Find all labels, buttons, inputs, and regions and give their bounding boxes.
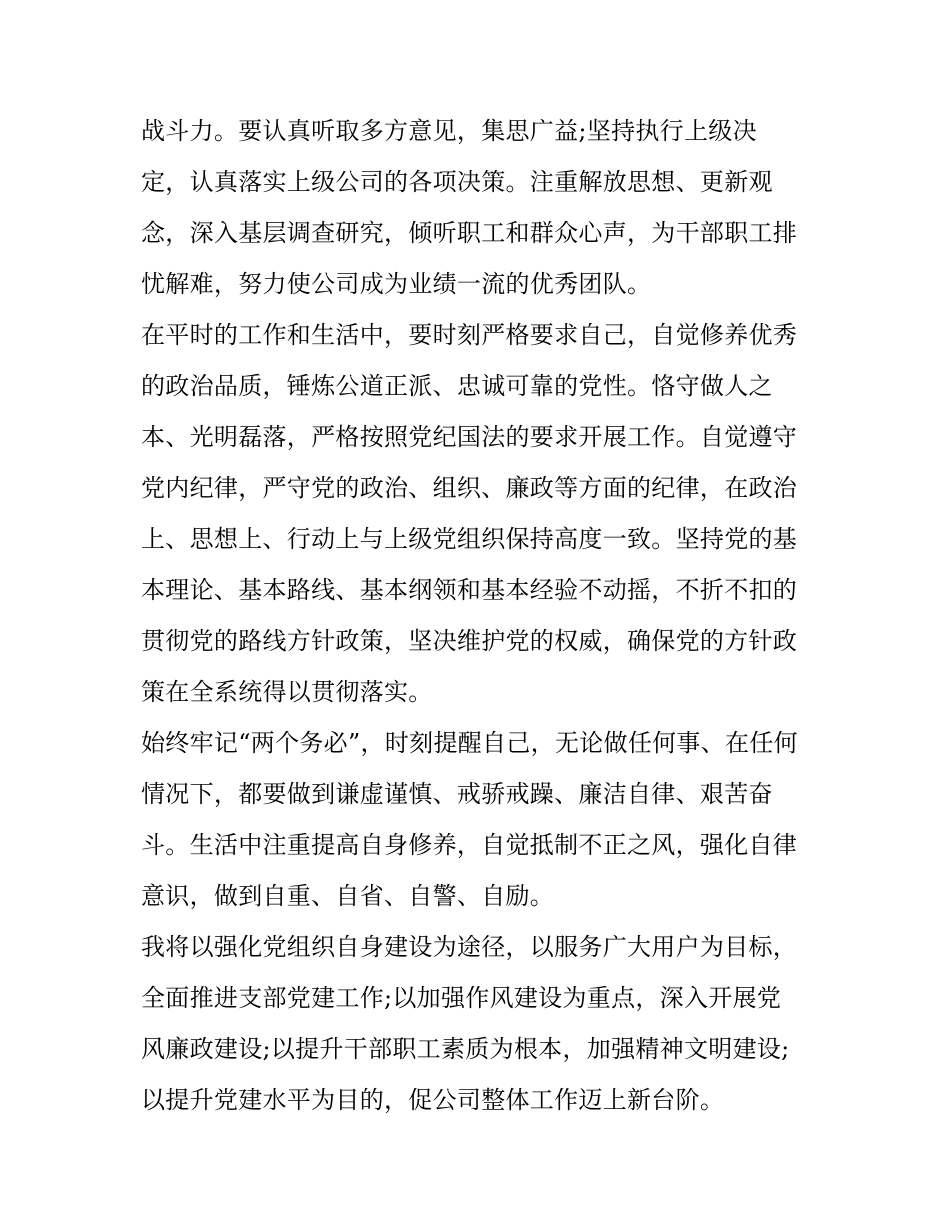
text-line: 定，认真落实上级公司的各项决策。注重解放思想、更新观 <box>141 168 773 196</box>
text-line: 战斗力。要认真听取多方意见，集思广益;坚持执行上级决 <box>141 117 757 145</box>
document-body <box>141 106 813 1126</box>
text-line: 贯彻党的路线方针政策，坚决维护党的权威，确保党的方针政 <box>141 627 798 655</box>
text-line: 始终牢记“两个务必”，时刻提醒自己，无论做任何事、在任何 <box>141 729 798 757</box>
text-line: 策在全系统得以贯彻落实。 <box>141 678 433 706</box>
text-line: 意识，做到自重、自省、自警、自励。 <box>141 882 555 910</box>
text-line: 以提升党建水平为目的，促公司整体工作迈上新台阶。 <box>141 1086 725 1114</box>
text-line: 的政治品质，锤炼公道正派、忠诚可靠的党性。恪守做人之 <box>141 372 773 400</box>
text-line: 全面推进支部党建工作;以加强作风建设为重点，深入开展党 <box>141 984 782 1012</box>
text-line: 情况下，都要做到谦虚谨慎、戒骄戒躁、廉洁自律、艰苦奋 <box>141 780 773 808</box>
text-line: 上、思想上、行动上与上级党组织保持高度一致。坚持党的基 <box>141 525 798 553</box>
text-line: 斗。生活中注重提高自身修养，自觉抵制不正之风，强化自律 <box>141 831 798 859</box>
text-line: 本、光明磊落，严格按照党纪国法的要求开展工作。自觉遵守 <box>141 423 798 451</box>
text-line: 党内纪律，严守党的政治、组织、廉政等方面的纪律，在政治 <box>141 474 798 502</box>
text-line: 念，深入基层调查研究，倾听职工和群众心声，为干部职工排 <box>141 219 798 247</box>
text-line: 在平时的工作和生活中，要时刻严格要求自己，自觉修养优秀 <box>141 321 798 349</box>
text-line: 风廉政建设;以提升干部职工素质为根本，加强精神文明建设; <box>141 1035 790 1063</box>
text-line: 本理论、基本路线、基本纲领和基本经验不动摇，不折不扣的 <box>141 576 798 604</box>
text-line: 忧解难，努力使公司成为业绩一流的优秀团队。 <box>141 270 652 298</box>
text-line: 我将以强化党组织自身建设为途径，以服务广大用户为目标， <box>141 933 798 961</box>
